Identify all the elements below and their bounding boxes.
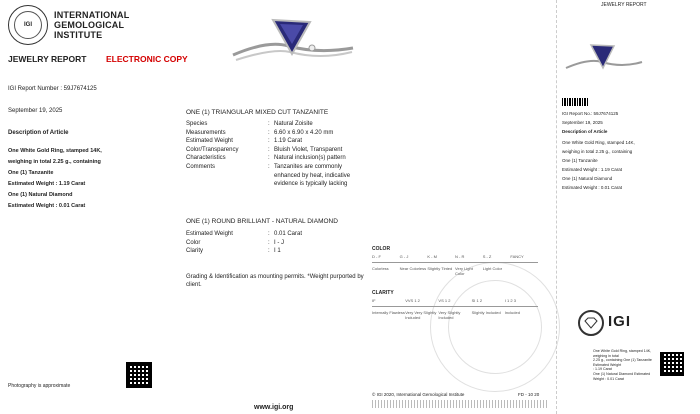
org-name-line2: GEMOLOGICAL <box>54 20 125 30</box>
barcode <box>562 98 588 106</box>
description-heading: Description of Article <box>8 130 69 136</box>
right-report-number: IGI Report No.: 59J7674125 <box>562 111 619 116</box>
grading-note: Grading & Identification as mounting permits. *Weight purported by client. <box>186 274 364 288</box>
table-row: Species : Natural Zoisite <box>186 120 358 129</box>
org-name <box>54 10 129 40</box>
prop-value: 6.60 x 6.90 x 4.20 mm <box>274 129 334 136</box>
right-qr-code[interactable] <box>660 352 684 376</box>
clarity-scale-bar <box>372 306 538 307</box>
table-row: Estimated Weight : 1.19 Carat <box>186 137 358 146</box>
right-description-line: One (1) Tanzanite <box>562 158 598 163</box>
right-bottom-text <box>593 349 655 381</box>
color-word: Colorless <box>372 266 389 271</box>
igi-diamond-logo-icon <box>578 310 604 336</box>
table-row: Clarity : I 1 <box>186 247 358 256</box>
stone2-title: ONE (1) ROUND BRILLIANT - NATURAL DIAMOND <box>186 218 338 225</box>
org-name-line3: INSTITUTE <box>54 30 103 40</box>
clarity-word: Very Slightly Included <box>438 310 461 320</box>
ring-thumbnail <box>564 40 644 76</box>
right-bottom-line: One White Gold Ring, stamped 14K, weighing in total <box>593 349 652 358</box>
clarity-word: Internally Flawless <box>372 310 405 315</box>
table-row: Color : I - J <box>186 239 358 248</box>
panel-divider <box>556 0 557 414</box>
prop-value: Bluish Violet, Transparent <box>274 146 343 153</box>
prop-label: Measurements <box>186 129 226 136</box>
org-name-line1: INTERNATIONAL <box>54 10 130 20</box>
report-title: JEWELRY REPORT <box>8 54 87 64</box>
website-link[interactable]: www.igi.org <box>254 404 294 411</box>
right-description-line: Estimated Weight : 1.19 Carat <box>562 167 622 172</box>
right-report-date: September 19, 2025 <box>562 120 603 125</box>
report-number: IGI Report Number : 59J7674125 <box>8 86 97 92</box>
clarity-grade: VVS 1 2 <box>405 298 420 303</box>
color-scale <box>372 254 538 276</box>
table-row: Estimated Weight : 0.01 Carat <box>186 230 358 239</box>
stone1-title: ONE (1) TRIANGULAR MIXED CUT TANZANITE <box>186 109 329 116</box>
electronic-copy-label: ELECTRONIC COPY <box>106 54 188 64</box>
prop-label: Estimated Weight <box>186 231 233 237</box>
table-row: Measurements : 6.60 x 6.90 x 4.20 mm <box>186 129 358 138</box>
right-bottom-line: One (1) Natural Diamond Estimated Weight : 0.01 Carat <box>593 371 651 381</box>
watermark-seal-inner-icon <box>448 280 542 374</box>
color-grade: D - F <box>372 254 381 259</box>
ring-photo <box>228 10 358 66</box>
prop-label: Color/Transparency <box>186 146 239 153</box>
clarity-grade: VS 1 2 <box>438 298 451 303</box>
stone2-table <box>186 230 358 256</box>
color-word <box>510 266 538 276</box>
color-grade: N - R <box>455 254 465 259</box>
right-description-line: Estimated Weight : 0.01 Carat <box>562 185 622 190</box>
prop-value: 0.01 Carat <box>274 231 303 237</box>
stone1-table <box>186 120 358 189</box>
prop-value: I - J <box>274 239 284 246</box>
clarity-grade: SI 1 2 <box>471 298 483 303</box>
color-word: Light Color <box>482 266 503 271</box>
right-description-line: One White Gold Ring, stamped 14K, <box>562 140 635 145</box>
prop-label: Comments <box>186 163 216 170</box>
right-bottom-line: : 1.19 Carat <box>593 367 612 372</box>
prop-value: Tanzanites are commonly enhanced by heat, indicative evidence is typically lacking <box>274 163 351 188</box>
right-panel-title: JEWELRY REPORT <box>601 2 647 8</box>
prop-label: Estimated Weight <box>186 138 233 145</box>
color-word: Slightly Tinted <box>427 266 453 271</box>
photo-note: Photography is approximate <box>8 383 71 389</box>
color-word: Near Colorless <box>399 266 427 271</box>
prop-value: I 1 <box>274 248 281 255</box>
description-line: One White Gold Ring, stamped 14K, <box>8 148 102 154</box>
right-description-heading: Description of Article <box>562 129 608 134</box>
report-date: September 19, 2025 <box>8 108 63 114</box>
right-description-list <box>562 138 635 192</box>
color-scale-bar <box>372 262 538 263</box>
table-row: Comments : Tanzanites are commonly enhanced by heat, indicative evidence is typically lacking <box>186 163 358 189</box>
description-list <box>8 146 102 212</box>
prop-label: Clarity <box>186 248 204 255</box>
prop-label: Color <box>186 239 201 246</box>
prop-value: Natural inclusion(s) pattern <box>274 155 346 162</box>
clarity-word: Slightly Included <box>471 310 501 315</box>
clarity-grade: I 1 2 3 <box>504 298 516 303</box>
prop-value: 1.19 Carat <box>274 138 303 145</box>
prop-label: Species <box>186 121 208 127</box>
description-line: One (1) Tanzanite <box>8 170 54 176</box>
color-grade: K - M <box>427 254 437 259</box>
prop-value: Natural Zoisite <box>274 121 313 127</box>
color-grade: S - Z <box>482 254 492 259</box>
description-line: Estimated Weight : 1.19 Carat <box>8 181 86 187</box>
qr-code[interactable] <box>126 362 152 388</box>
copyright: © IGI 2020, International Gemological Institute <box>372 392 465 397</box>
color-word: Very Light Color <box>455 266 473 276</box>
igi-wordmark: IGI <box>608 313 632 330</box>
microprint-line <box>372 400 548 408</box>
clarity-scale-heading: CLARITY <box>372 290 394 296</box>
right-description-line: One (1) Natural Diamond <box>562 176 613 181</box>
clarity-word: Very Very Slightly Included <box>405 310 437 320</box>
color-grade: G - J <box>399 254 409 259</box>
table-row: Color/Transparency : Bluish Violet, Transparent <box>186 146 358 155</box>
table-row: Characteristics : Natural inclusion(s) pattern <box>186 154 358 163</box>
right-description-line: weighing in total 2.25 g., containing <box>562 149 633 154</box>
clarity-grade: IF <box>372 298 376 303</box>
clarity-scale <box>372 298 538 320</box>
description-line: Estimated Weight : 0.01 Carat <box>8 203 86 209</box>
color-grade: FANCY <box>510 254 524 259</box>
color-scale-heading: COLOR <box>372 246 391 252</box>
right-bottom-line: 2.25 g., containing One (1) Tanzanite Estimated Weight <box>593 358 652 367</box>
description-line: One (1) Natural Diamond <box>8 192 73 198</box>
form-code: FD - 10 20 <box>518 392 540 397</box>
prop-label: Characteristics <box>186 155 226 162</box>
igi-seal-logo <box>8 5 48 45</box>
description-line: weighing in total 2.25 g., containing <box>8 159 101 165</box>
igi-seal-inner: IGI <box>14 11 42 39</box>
clarity-word: Included <box>504 310 520 315</box>
